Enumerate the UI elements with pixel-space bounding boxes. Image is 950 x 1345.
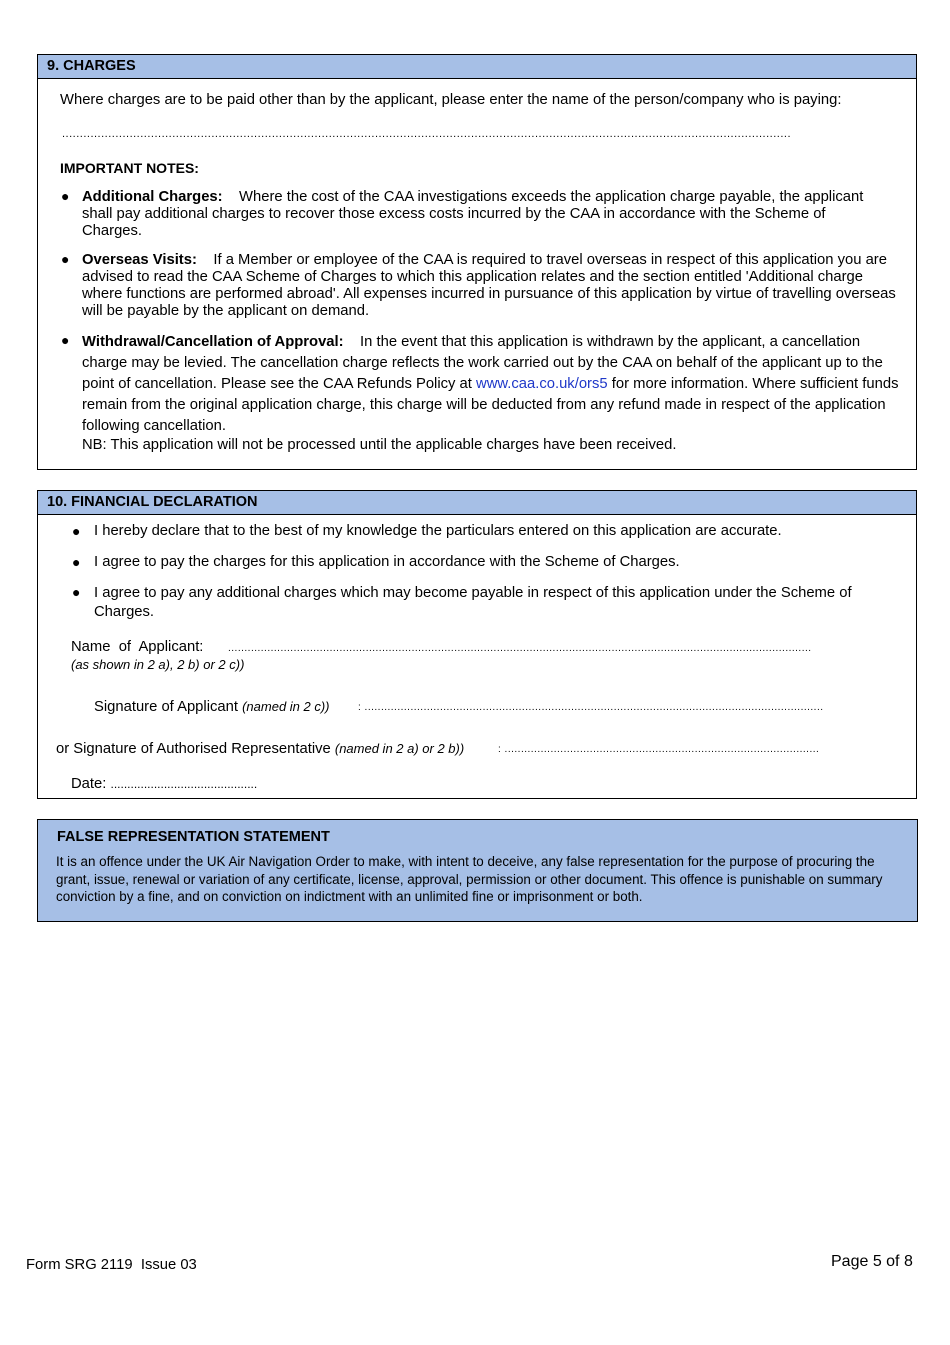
signature-applicant-label: Signature of Applicant [94,699,238,715]
note-text: In the event that this application is withdrawn by the applicant, a cancellation charge may be levied. The cancellation charge reflects the work carried out by the CAA on behalf of the applicant up to the point of cancellation. Please see the CAA Refunds Policy at [82,334,883,392]
bullet-icon: ● [72,523,81,539]
nb-note: NB: This application will not be processed until the applicable charges have been received. [82,437,677,453]
declaration-item: I agree to pay any additional charges which may become payable in respect of this application under the Scheme of Charges. [94,585,852,620]
note-additional-charges [82,189,887,240]
bullet-icon: ● [61,188,70,204]
date-field[interactable]: ............................................ [110,777,258,791]
bullet-icon: ● [61,251,70,267]
bullet-icon: ● [72,584,81,600]
payer-name-field[interactable]: ............................................................................................................................................................................................................. [62,128,792,140]
page-number: Page 5 of 8 [831,1253,913,1270]
bullet-icon: ● [72,554,81,570]
charges-intro: Where charges are to be paid other than by the applicant, please enter the name of the person/company who is paying: [60,92,842,108]
note-text-continued: for more information. Where sufficient funds remain from the original application charge, this charge will be deducted from any refund made in respect of the application following cancellation. [82,376,899,434]
note-label: Overseas Visits: [82,252,197,268]
signature-applicant-field[interactable]: : ............................................................................................................................................ [358,702,824,713]
note-label: Withdrawal/Cancellation of Approval: [82,334,344,350]
important-notes-heading: IMPORTANT NOTES: [60,160,199,176]
date-label: Date: [71,776,107,792]
note-label: Additional Charges: [82,189,223,205]
form-identifier: Form SRG 2119 Issue 03 [26,1257,197,1273]
date-line [71,776,257,793]
applicant-name-note: (as shown in 2 a), 2 b) or 2 c)) [71,657,245,672]
note-withdrawal [82,332,906,437]
false-representation-text: It is an offence under the UK Air Navigation Order to make, with intent to deceive, any false representation for the purpose of procuring the grant, issue, renewal or variation of any certificate, license, approval, permission or other document. This offence is punishable on summary conviction by a fine, and on conviction on indictment with an unlimited fine or imprisonment or both. [56,854,883,904]
note-text: Where the cost of the CAA investigations exceeds the application charge payable, the applicant shall pay additional charges to recover those excess costs incurred by the CAA in accordance with the Scheme of Charges. [82,189,864,239]
signature-rep-field[interactable]: : ................................................................................................ [498,744,820,755]
signature-rep-note: (named in 2 a) or 2 b)) [334,741,465,756]
signature-rep-line [56,740,464,758]
note-text: If a Member or employee of the CAA is required to travel overseas in respect of this application you are advised to read the CAA Scheme of Charges to which this application relates and the section entitled 'Additional charge where functions are performed abroad'. All expenses incurred in pursuance of this application by virtue of travelling overseas will be payable by the applicant on demand. [82,252,896,319]
signature-rep-label: or Signature of Authorised Representative [56,741,331,757]
bullet-icon: ● [61,332,70,348]
applicant-name-label: Name of Applicant: [71,639,204,655]
refunds-policy-link[interactable]: www.caa.co.uk/ors5 [476,376,608,392]
charges-heading: 9. CHARGES [38,55,916,79]
false-representation-heading: FALSE REPRESENTATION STATEMENT [57,829,330,845]
applicant-name-field[interactable]: .................................................................................................................................................................................. [228,643,812,654]
signature-applicant-note: (named in 2 c)) [242,699,330,714]
signature-applicant-line [94,698,330,716]
financial-heading: 10. FINANCIAL DECLARATION [38,491,916,515]
declaration-item: I hereby declare that to the best of my knowledge the particulars entered on this application are accurate. [94,523,782,539]
declaration-item: I agree to pay the charges for this application in accordance with the Scheme of Charges. [94,554,680,570]
note-overseas-visits [82,252,904,320]
